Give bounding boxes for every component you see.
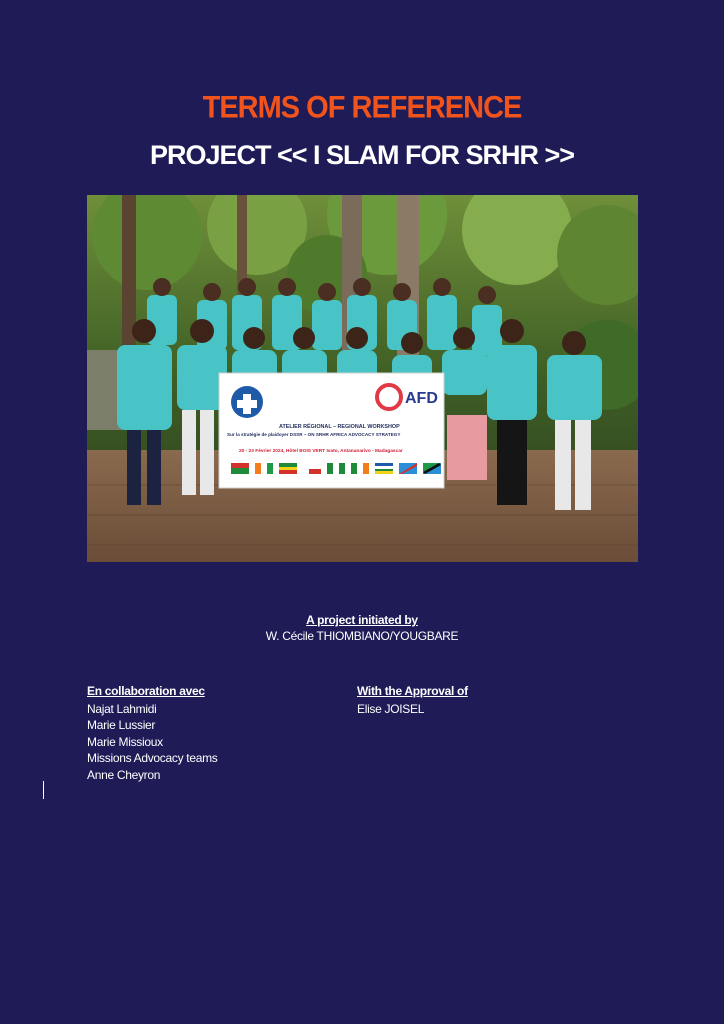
document-title: TERMS OF REFERENCE — [202, 90, 522, 126]
afd-logo-text: AFD — [405, 390, 438, 407]
collaboration-heading: En collaboration avec — [87, 684, 205, 698]
banner-line-2: Sur la stratégie de plaidoyer DSSR – ON SRHR AFRICA ADVOCACY STRATEGY — [227, 432, 401, 437]
text-cursor[interactable] — [43, 781, 44, 799]
group-photo — [87, 195, 638, 562]
banner-line-1: ATELIER RÉGIONAL – REGIONAL WORKSHOP — [279, 424, 400, 430]
collaborator-name: Marie Lussier — [87, 718, 156, 733]
approver-name: Elise JOISEL — [357, 701, 425, 716]
collaboration-section — [87, 683, 218, 784]
initiated-label: A project initiated by — [306, 613, 418, 627]
collaborator-name: Marie Missioux — [87, 734, 163, 749]
collaborator-name: Missions Advocacy teams — [87, 751, 218, 766]
approval-section — [357, 683, 468, 717]
approval-heading: With the Approval of — [357, 684, 468, 698]
initiated-section — [0, 613, 724, 643]
initiator-name: W. Cécile THIOMBIANO/YOUGBARE — [265, 629, 459, 643]
collaborator-name: Najat Lahmidi — [87, 701, 157, 716]
banner-line-3: 20 - 23 Février 2024, Hôtel BOIS VERT Ivato, Antananarivo - Madagascar — [239, 449, 403, 454]
collaborator-name: Anne Cheyron — [87, 767, 161, 782]
project-title: PROJECT << I SLAM FOR SRHR >> — [149, 140, 575, 170]
